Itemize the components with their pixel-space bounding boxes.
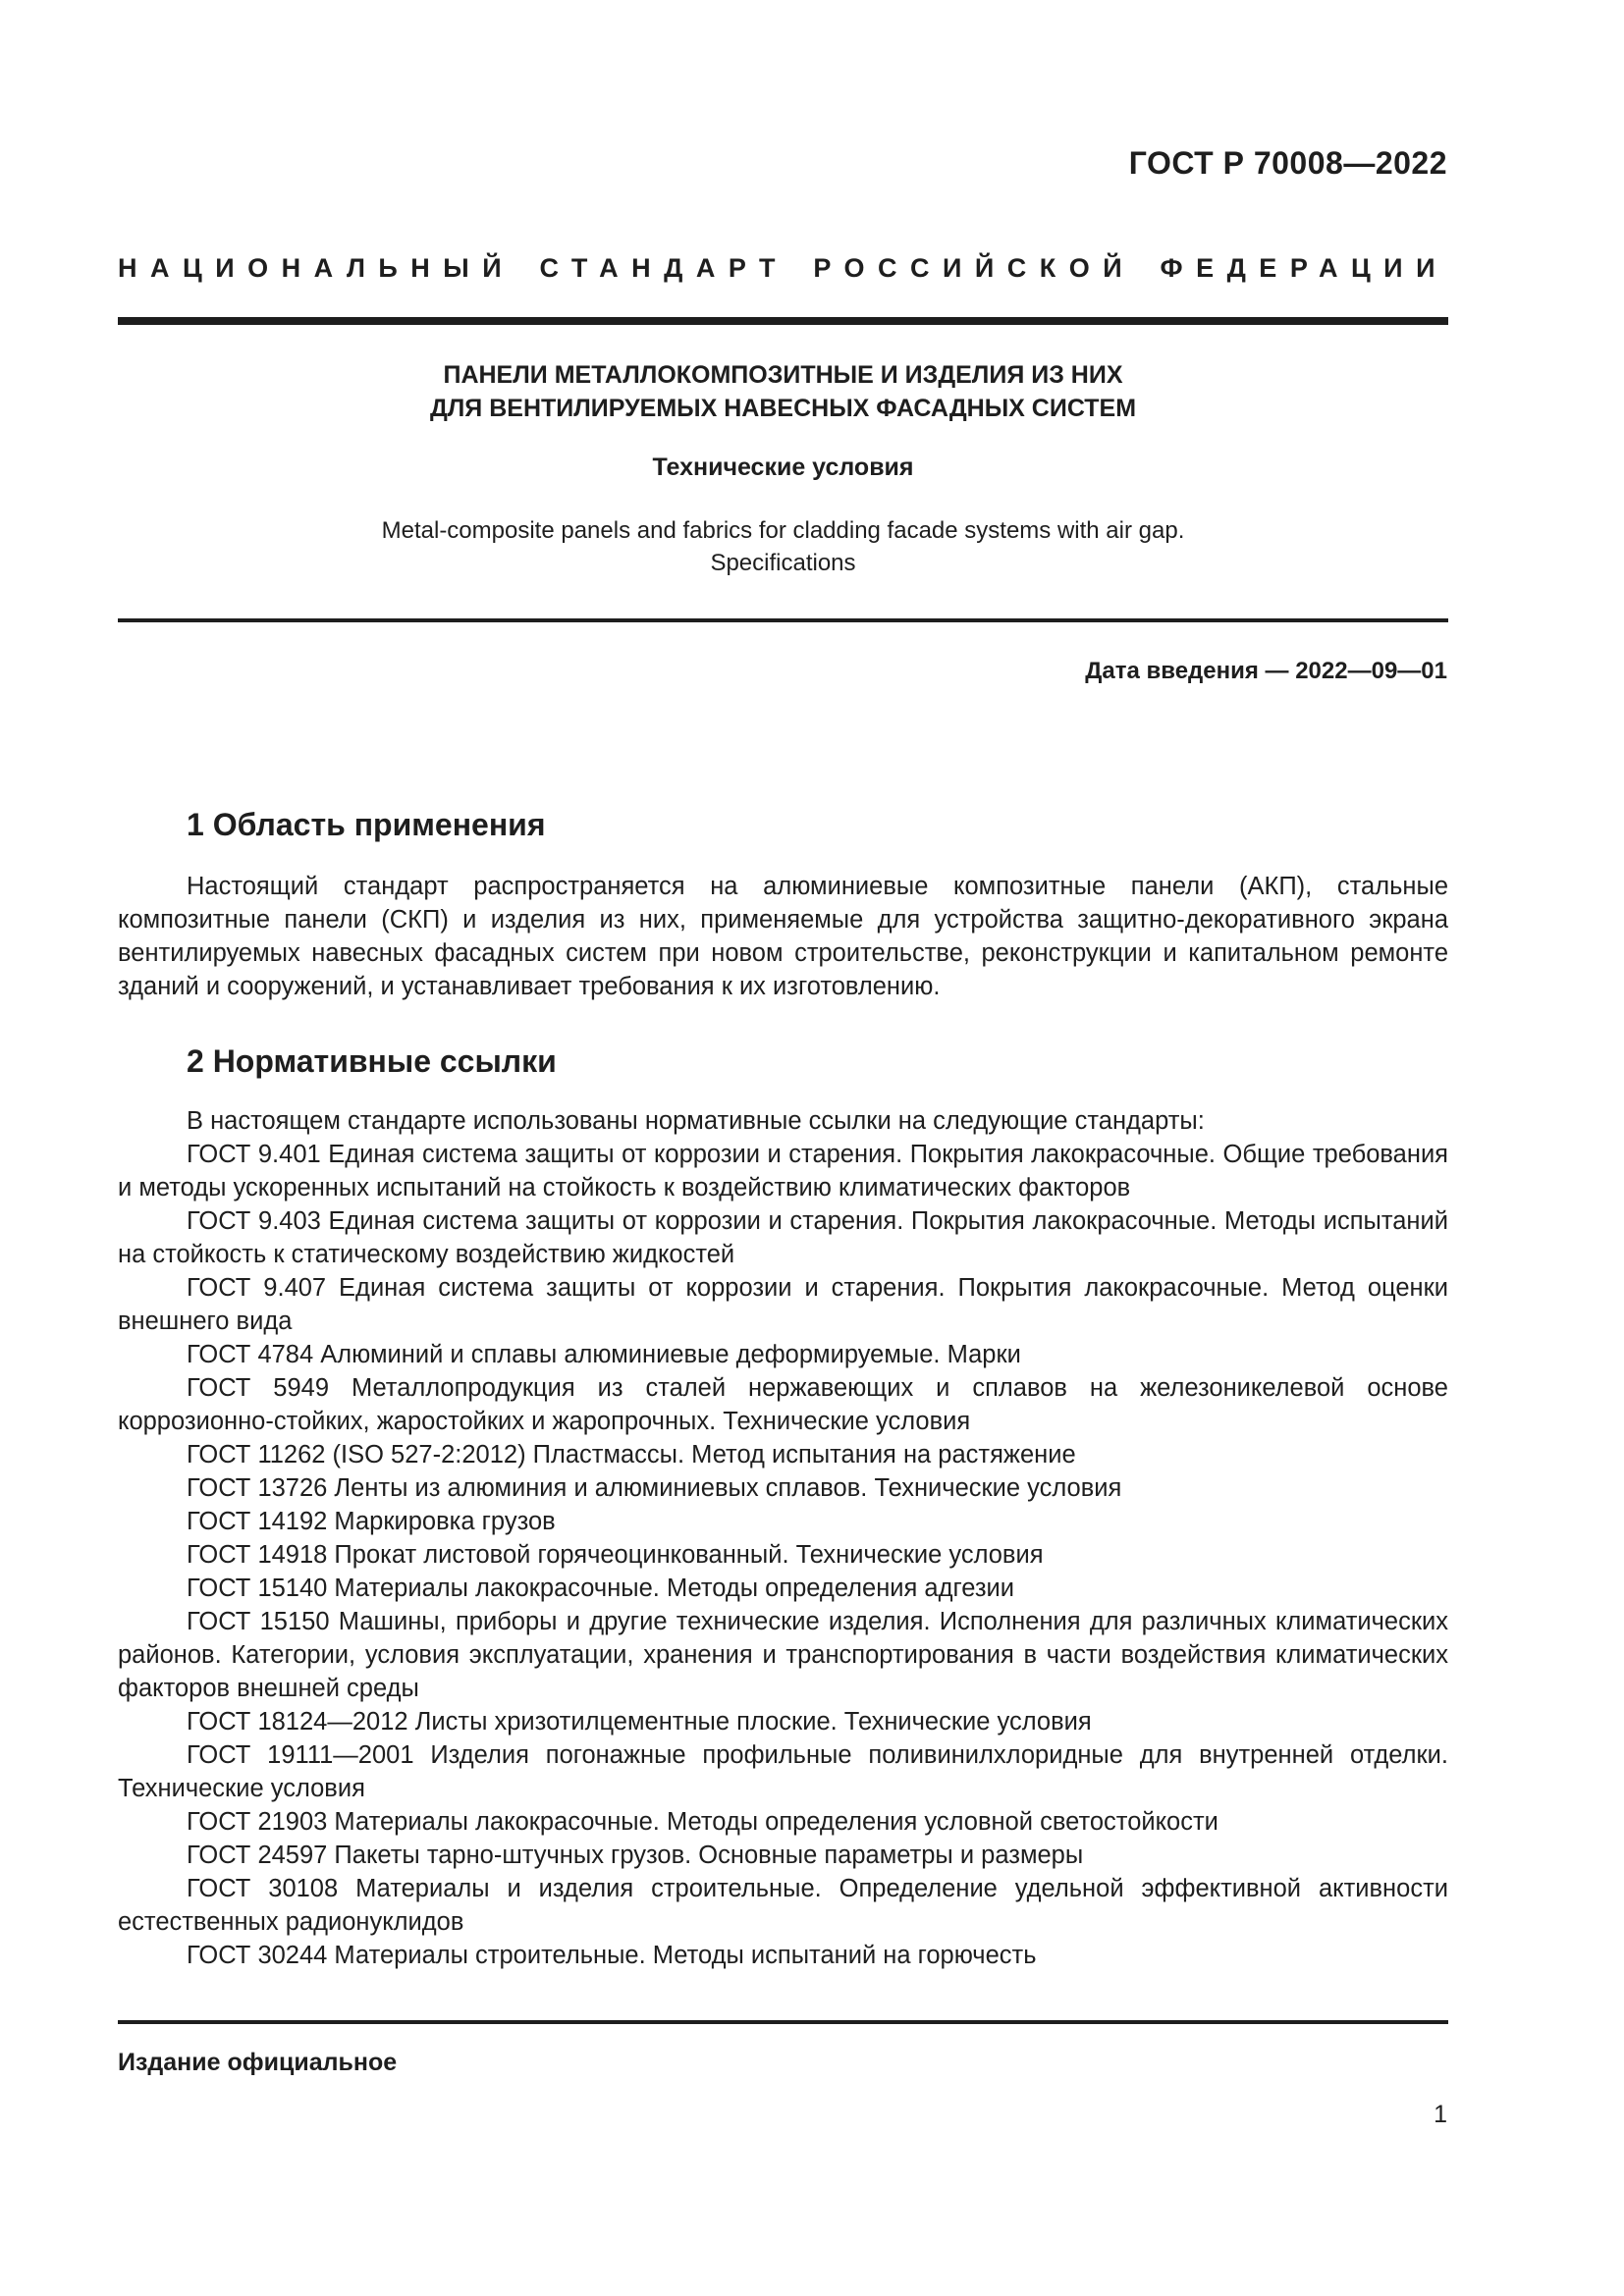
reference-item: ГОСТ 14918 Прокат листовой горячеоцинкованный. Технические условия	[187, 1541, 1044, 1569]
document-subtitle: Технические условия	[652, 454, 914, 481]
section-1-heading: 1 Область применения	[187, 807, 546, 842]
section-2-intro: В настоящем стандарте использованы нормативные ссылки на следующие стандарты:	[187, 1107, 1205, 1135]
title-divider	[118, 618, 1448, 622]
national-standard-banner: НАЦИОНАЛЬНЫЙ СТАНДАРТ РОССИЙСКОЙ ФЕДЕРАЦИИ	[118, 253, 1448, 283]
reference-item: ГОСТ 9.401 Единая система защиты от коррозии и старения. Покрытия лакокрасочные. Общие требования и методы ускоренных испытаний на стойкость к воздействию климатических факторов	[118, 1141, 1448, 1201]
section-1-paragraph: Настоящий стандарт распространяется на алюминиевые композитные панели (АКП), стальные композитные панели (СКП) и изделия из них, применяемые для устройства защитно-декоративного экрана вентилируемых навесных фасадных систем при новом строительстве, реконструкции и капитальном ремонте зданий и сооружений, и устанавливает требования к их изготовлению.	[118, 873, 1448, 1000]
reference-item: ГОСТ 30244 Материалы строительные. Методы испытаний на горючесть	[187, 1942, 1037, 1969]
reference-item: ГОСТ 13726 Ленты из алюминия и алюминиевых сплавов. Технические условия	[187, 1474, 1122, 1502]
document-number: ГОСТ Р 70008—2022	[1128, 145, 1447, 181]
reference-item: ГОСТ 24597 Пакеты тарно-штучных грузов. Основные параметры и размеры	[187, 1842, 1084, 1869]
reference-item: ГОСТ 14192 Маркировка грузов	[187, 1508, 556, 1535]
reference-item: ГОСТ 11262 (ISO 527-2:2012) Пластмассы. Метод испытания на растяжение	[187, 1441, 1076, 1468]
reference-item: ГОСТ 21903 Материалы лакокрасочные. Методы определения условной светостойкости	[187, 1808, 1218, 1836]
document-title	[118, 358, 1448, 425]
english-title	[118, 514, 1448, 579]
section-2-heading: 2 Нормативные ссылки	[187, 1043, 557, 1079]
top-divider	[118, 317, 1448, 325]
english-title-line-1: Metal-composite panels and fabrics for cladding facade systems with air gap.	[381, 517, 1185, 544]
reference-item: ГОСТ 15140 Материалы лакокрасочные. Методы определения адгезии	[187, 1575, 1015, 1602]
footer-divider	[118, 2020, 1448, 2024]
title-line-1: ПАНЕЛИ МЕТАЛЛОКОМПОЗИТНЫЕ И ИЗДЕЛИЯ ИЗ НИХ	[443, 361, 1123, 389]
reference-item: ГОСТ 9.403 Единая система защиты от коррозии и старения. Покрытия лакокрасочные. Методы испытаний на стойкость к статическому воздействию жидкостей	[118, 1207, 1448, 1268]
official-edition-label: Издание официальное	[118, 2049, 398, 2076]
section-1-body	[118, 870, 1448, 1003]
reference-item: ГОСТ 5949 Металлопродукция из сталей нержавеющих и сплавов на железоникелевой основе коррозионно-стойких, жаростойких и жаропрочных. Технические условия	[118, 1374, 1448, 1435]
introduction-date: Дата введения — 2022—09—01	[1085, 658, 1447, 684]
title-line-2: ДЛЯ ВЕНТИЛИРУЕМЫХ НАВЕСНЫХ ФАСАДНЫХ СИСТЕМ	[429, 395, 1137, 422]
reference-item: ГОСТ 4784 Алюминий и сплавы алюминиевые деформируемые. Марки	[187, 1341, 1021, 1368]
page-number: 1	[1434, 2101, 1447, 2128]
reference-item: ГОСТ 18124—2012 Листы хризотилцементные плоские. Технические условия	[187, 1708, 1092, 1735]
reference-item: ГОСТ 19111—2001 Изделия погонажные профильные поливинилхлоридные для внутренней отделки. Технические условия	[118, 1741, 1448, 1802]
reference-item: ГОСТ 9.407 Единая система защиты от коррозии и старения. Покрытия лакокрасочные. Метод оценки внешнего вида	[118, 1274, 1448, 1335]
section-2-body	[118, 1104, 1448, 1972]
reference-item: ГОСТ 30108 Материалы и изделия строительные. Определение удельной эффективной активности естественных радионуклидов	[118, 1875, 1448, 1936]
english-title-line-2: Specifications	[710, 550, 856, 576]
reference-item: ГОСТ 15150 Машины, приборы и другие технические изделия. Исполнения для различных климатических районов. Категории, условия эксплуатации, хранения и транспортирования в части воздействия климатических факторов внешней среды	[118, 1608, 1448, 1702]
